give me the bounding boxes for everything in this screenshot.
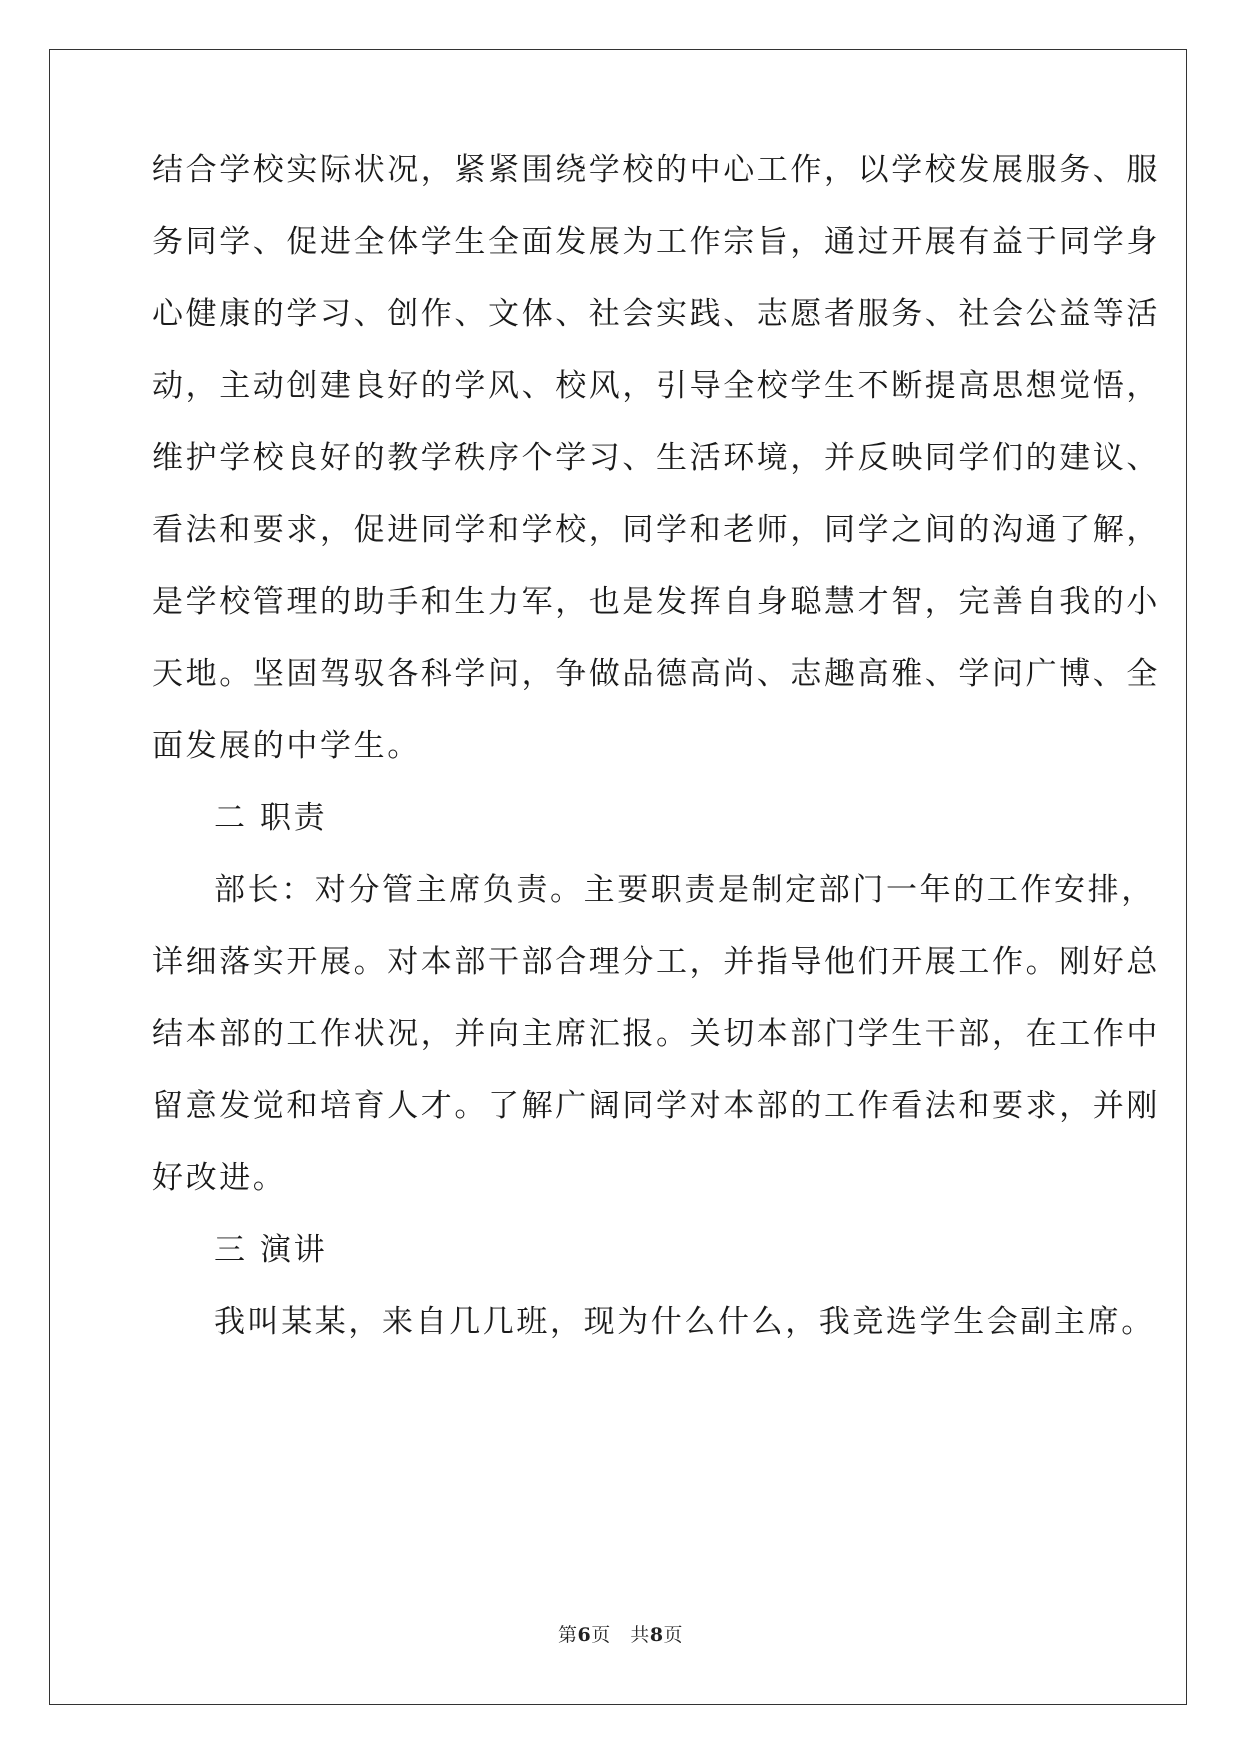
section2-line-1: 部长：对分管主席负责。主要职责是制定部门一年的工作安排，: [214, 872, 1155, 908]
section2-line-3: 结本部的工作状况，并向主席汇报。关切本部门学生干部，在工作中: [152, 1016, 1160, 1052]
paragraph1-line-5: 维护学校良好的教学秩序个学习、生活环境，并反映同学们的建议、: [152, 440, 1160, 476]
paragraph1-line-3: 心健康的学习、创作、文体、社会实践、志愿者服务、社会公益等活: [152, 296, 1160, 332]
footer-page-prefix: 第: [557, 1624, 578, 1646]
paragraph1-line-8: 天地。坚固驾驭各科学问，争做品德高尚、志趣高雅、学问广博、全: [152, 656, 1160, 692]
paragraph1-line-7: 是学校管理的助手和生力军，也是发挥自身聪慧才智，完善自我的小: [152, 584, 1160, 620]
section3-heading: 三 演讲: [214, 1232, 328, 1268]
section2-line-2: 详细落实开展。对本部干部合理分工，并指导他们开展工作。刚好总: [152, 944, 1160, 980]
paragraph1-line-4: 动，主动创建良好的学风、校风，引导全校学生不断提高思想觉悟，: [152, 368, 1160, 404]
section2-line-5: 好改进。: [152, 1160, 287, 1196]
paragraph1-line-2: 务同学、促进全体学生全面发展为工作宗旨，通过开展有益于同学身: [152, 224, 1160, 260]
section2-heading: 二 职责: [214, 800, 328, 836]
paragraph1-line-6: 看法和要求，促进同学和学校，同学和老师，同学之间的沟通了解，: [152, 512, 1160, 548]
footer-page-mid: 页 共: [591, 1624, 650, 1646]
section3-line-1: 我叫某某，来自几几班，现为什么什么，我竞选学生会副主席。: [214, 1304, 1155, 1340]
paragraph1-line-9: 面发展的中学生。: [152, 728, 421, 764]
footer-page-current: 6: [577, 1624, 592, 1646]
paragraph1-line-1: 结合学校实际状况，紧紧围绕学校的中心工作，以学校发展服务、服: [152, 152, 1160, 188]
footer-page-suffix: 页: [663, 1624, 684, 1646]
footer-page-total: 8: [649, 1624, 664, 1646]
section2-line-4: 留意发觉和培育人才。了解广阔同学对本部的工作看法和要求，并刚: [152, 1088, 1160, 1124]
page-footer: [0, 1620, 1241, 1647]
